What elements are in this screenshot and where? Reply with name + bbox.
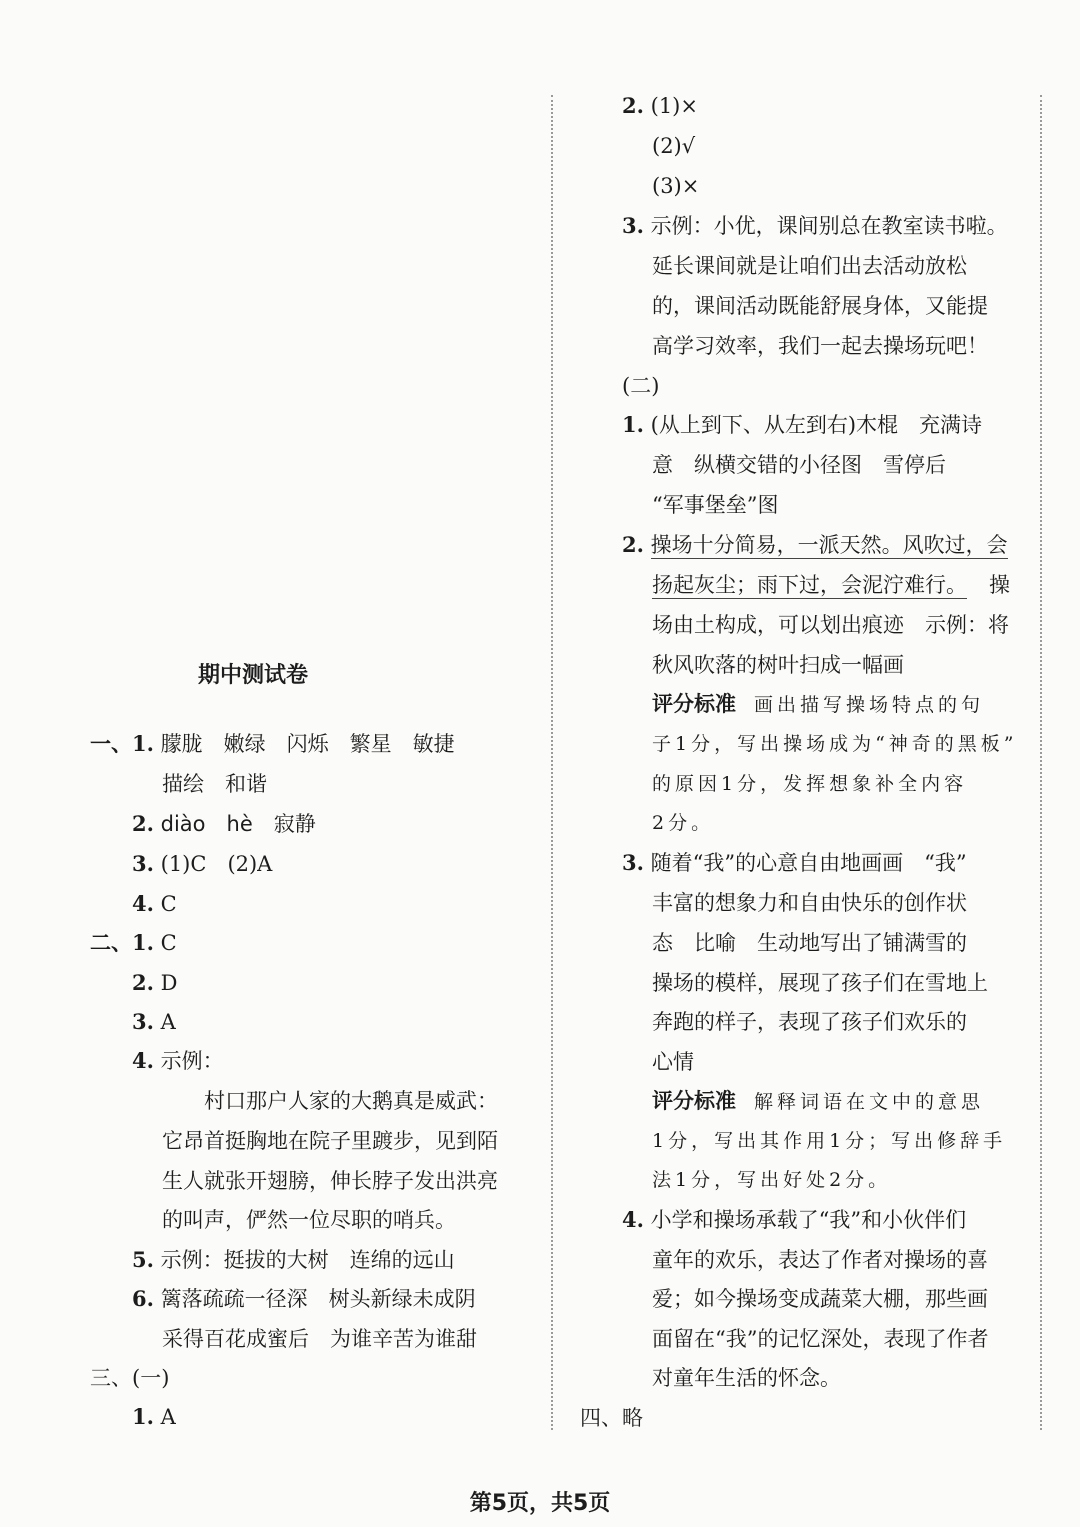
r-p2-scoring: 评分标准 画出描写操场特点的句	[652, 692, 985, 716]
exam-title: 期中测试卷	[198, 663, 309, 688]
section-2-q5: 5. 示例：挺拔的大树 连绵的远山	[132, 1247, 455, 1272]
section-2-q4-line3: 生人就张开翅膀，伸长脖子发出洪亮	[162, 1169, 498, 1193]
section-2-q2: 2. D	[132, 970, 178, 995]
section-2-q6: 6. 篱落疏疏一径深 树头新绿未成阴	[132, 1286, 476, 1311]
r-p2-line2: 扬起灰尘；雨下过，会泥泞难行。 操	[652, 573, 1010, 597]
r-p4: 4. 小学和操场承载了“我”和小伙伴们	[622, 1207, 967, 1232]
r-q2-2: (2)√	[652, 134, 696, 158]
r-q3: 3. 示例：小优，课间别总在教室读书啦。	[622, 213, 1008, 238]
section-1-q1: 一、1. 朦胧 嫩绿 闪烁 繁星 敏捷	[90, 731, 455, 756]
r-q2-1: 2. (1)×	[622, 93, 698, 118]
r-p4-line4: 面留在“我”的记忆深处，表现了作者	[652, 1327, 989, 1351]
r-q2-3: (3)×	[652, 174, 700, 198]
section-3-heading: 三、(一)	[90, 1366, 170, 1390]
section-1-q3: 3. (1)C (2)A	[132, 851, 273, 876]
section-3-q1: 1. A	[132, 1404, 176, 1429]
section-2-q3: 3. A	[132, 1009, 176, 1034]
r-q3-line4: 高学习效率，我们一起去操场玩吧！	[652, 334, 988, 358]
r-p3-line6: 心情	[652, 1050, 694, 1074]
section-2-q1: 二、1. C	[90, 930, 177, 955]
r-p3: 3. 随着“我”的心意自由地画画 “我”	[622, 850, 967, 875]
r-q3-line3: 的，课间活动既能舒展身体，又能提	[652, 294, 988, 318]
section-2-q4-line4: 的叫声，俨然一位尽职的哨兵。	[162, 1208, 456, 1232]
r-part2-heading: (二)	[622, 374, 660, 398]
r-p2-scoring-line3: 的原因1分，发挥想象补全内容	[652, 773, 968, 795]
r-p2-scoring-line4: 2分。	[652, 812, 715, 834]
section-1-q4: 4. C	[132, 891, 177, 916]
column-divider	[551, 95, 553, 1430]
r-p3-line3: 态 比喻 生动地写出了铺满雪的	[652, 931, 967, 955]
right-border-rule	[1040, 95, 1042, 1430]
r-p4-line2: 童年的欢乐，表达了作者对操场的喜	[652, 1248, 988, 1272]
r-p2: 2. 操场十分简易，一派天然。风吹过，会	[622, 532, 1008, 557]
r-p3-line4: 操场的模样，展现了孩子们在雪地上	[652, 971, 988, 995]
r-p2-scoring-line2: 子1分，写出操场成为“神奇的黑板”	[652, 733, 1018, 755]
r-p4-line3: 爱；如今操场变成蔬菜大棚，那些画	[652, 1287, 988, 1311]
r-p2-line3: 场由土构成，可以划出痕迹 示例：将	[652, 613, 1009, 637]
r-p3-scoring-line2: 1分，写出其作用1分；写出修辞手	[652, 1130, 1007, 1152]
r-p1-line3: “军事堡垒”图	[652, 493, 779, 517]
r-q3-line2: 延长课间就是让咱们出去活动放松	[652, 254, 967, 278]
section-1-q1-cont: 描绘 和谐	[162, 772, 267, 796]
r-p2-line4: 秋风吹落的树叶扫成一幅画	[652, 653, 904, 677]
r-p3-scoring: 评分标准 解释词语在文中的意思	[652, 1089, 985, 1113]
section-2-q4-line1: 村口那户人家的大鹅真是威武：	[204, 1089, 498, 1113]
r-p4-line5: 对童年生活的怀念。	[652, 1366, 841, 1390]
r-p3-line2: 丰富的想象力和自由快乐的创作状	[652, 891, 967, 915]
r-p1-line2: 意 纵横交错的小径图 雪停后	[652, 453, 946, 477]
r-p1: 1. (从上到下、从左到右)木棍 充满诗	[622, 412, 983, 437]
r-p3-scoring-line3: 法1分，写出好处2分。	[652, 1169, 892, 1191]
section-2-q6-cont: 采得百花成蜜后 为谁辛苦为谁甜	[162, 1327, 477, 1351]
r-p3-line5: 奔跑的样子，表现了孩子们欢乐的	[652, 1010, 967, 1034]
section-2-q4: 4. 示例：	[132, 1048, 224, 1073]
section-4: 四、略	[580, 1406, 643, 1430]
page-footer: 第5页，共5页	[469, 1491, 611, 1516]
section-1-q2: 2. diào hè 寂静	[132, 811, 316, 836]
section-2-q4-line2: 它昂首挺胸地在院子里踱步，见到陌	[162, 1129, 498, 1153]
